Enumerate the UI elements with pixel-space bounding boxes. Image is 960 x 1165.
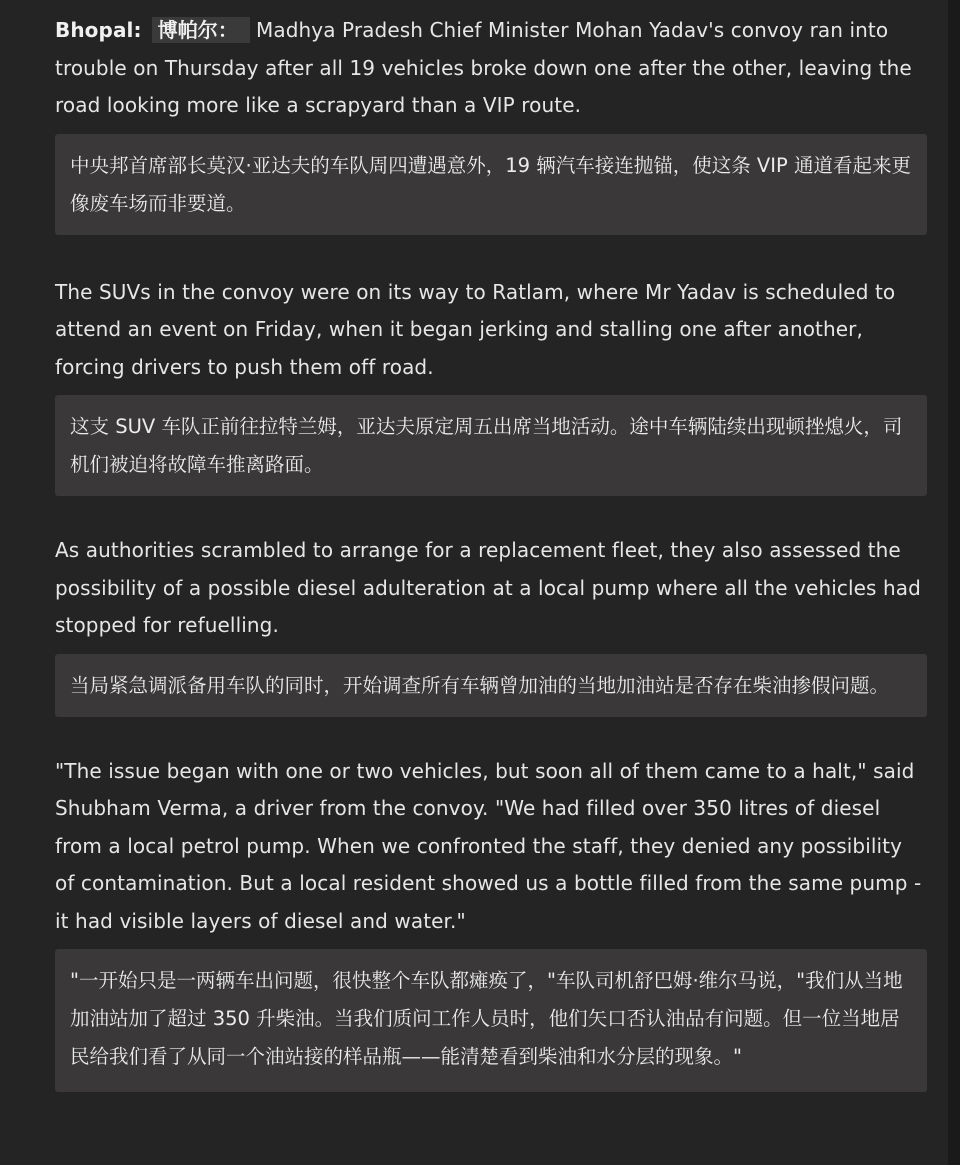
chinese-text: 这支 SUV 车队正前往拉特兰姆，亚达夫原定周五出席当地活动。途中车辆陆续出现顿挫熄火，司机们被迫将故障车推离路面。 <box>70 415 903 476</box>
chinese-text: "一开始只是一两辆车出问题，很快整个车队都瘫痪了，"车队司机舒巴姆·维尔马说，"我们从当地加油站加了超过 350 升柴油。当我们质问工作人员时，他们矢口否认油品有问题。但一位当地居民给我们看了从同一个油站接的样品瓶——能清楚看到柴油和水分层的现象。" <box>70 969 903 1068</box>
english-paragraph-2 <box>55 274 927 387</box>
scrollbar[interactable] <box>948 0 960 1165</box>
chinese-translation-block-4 <box>55 949 927 1092</box>
paragraph-spacer <box>55 235 927 274</box>
english-text: The SUVs in the convoy were on its way to Ratlam, where Mr Yadav is scheduled to attend an event on Friday, when it began jerking and stalling one after another, forcing drivers to push them off road. <box>55 279 896 379</box>
english-paragraph-4 <box>55 753 927 941</box>
english-paragraph-3 <box>55 532 927 645</box>
bilingual-article <box>55 12 927 1092</box>
english-text: Madhya Pradesh Chief Minister Mohan Yadav's convoy ran into trouble on Thursday after all 19 vehicles broke down one after the other, leaving the road looking more like a scrapyard than a VIP route. <box>55 18 912 117</box>
dateline-chinese-tag: 博帕尔： <box>152 17 250 43</box>
chinese-translation-block-3 <box>55 654 927 717</box>
chinese-translation-block-1 <box>55 134 927 235</box>
paragraph-spacer <box>55 496 927 532</box>
english-text: As authorities scrambled to arrange for a replacement fleet, they also assessed the possibility of a possible diesel adulteration at a local pump where all the vehicles had stopped for refuelling. <box>55 538 921 637</box>
paragraph-spacer <box>55 717 927 753</box>
english-text: "The issue began with one or two vehicles, but soon all of them came to a halt," said Shubham Verma, a driver from the convoy. "We had filled over 350 litres of diesel from a local petrol pump. When we confronted the staff, they denied any possibility of contamination. But a local resident showed us a bottle filled from the same pump - it had visible layers of diesel and water." <box>55 758 922 933</box>
dateline: Bhopal: <box>55 18 142 42</box>
chinese-text: 当局紧急调派备用车队的同时，开始调查所有车辆曾加油的当地加油站是否存在柴油掺假问题。 <box>70 673 890 697</box>
chinese-translation-block-2 <box>55 395 927 496</box>
english-paragraph-1 <box>55 12 927 125</box>
chinese-text: 中央邦首席部长莫汉·亚达夫的车队周四遭遇意外，19 辆汽车接连抛锚，使这条 VIP 通道看起来更像废车场而非要道。 <box>70 153 911 215</box>
